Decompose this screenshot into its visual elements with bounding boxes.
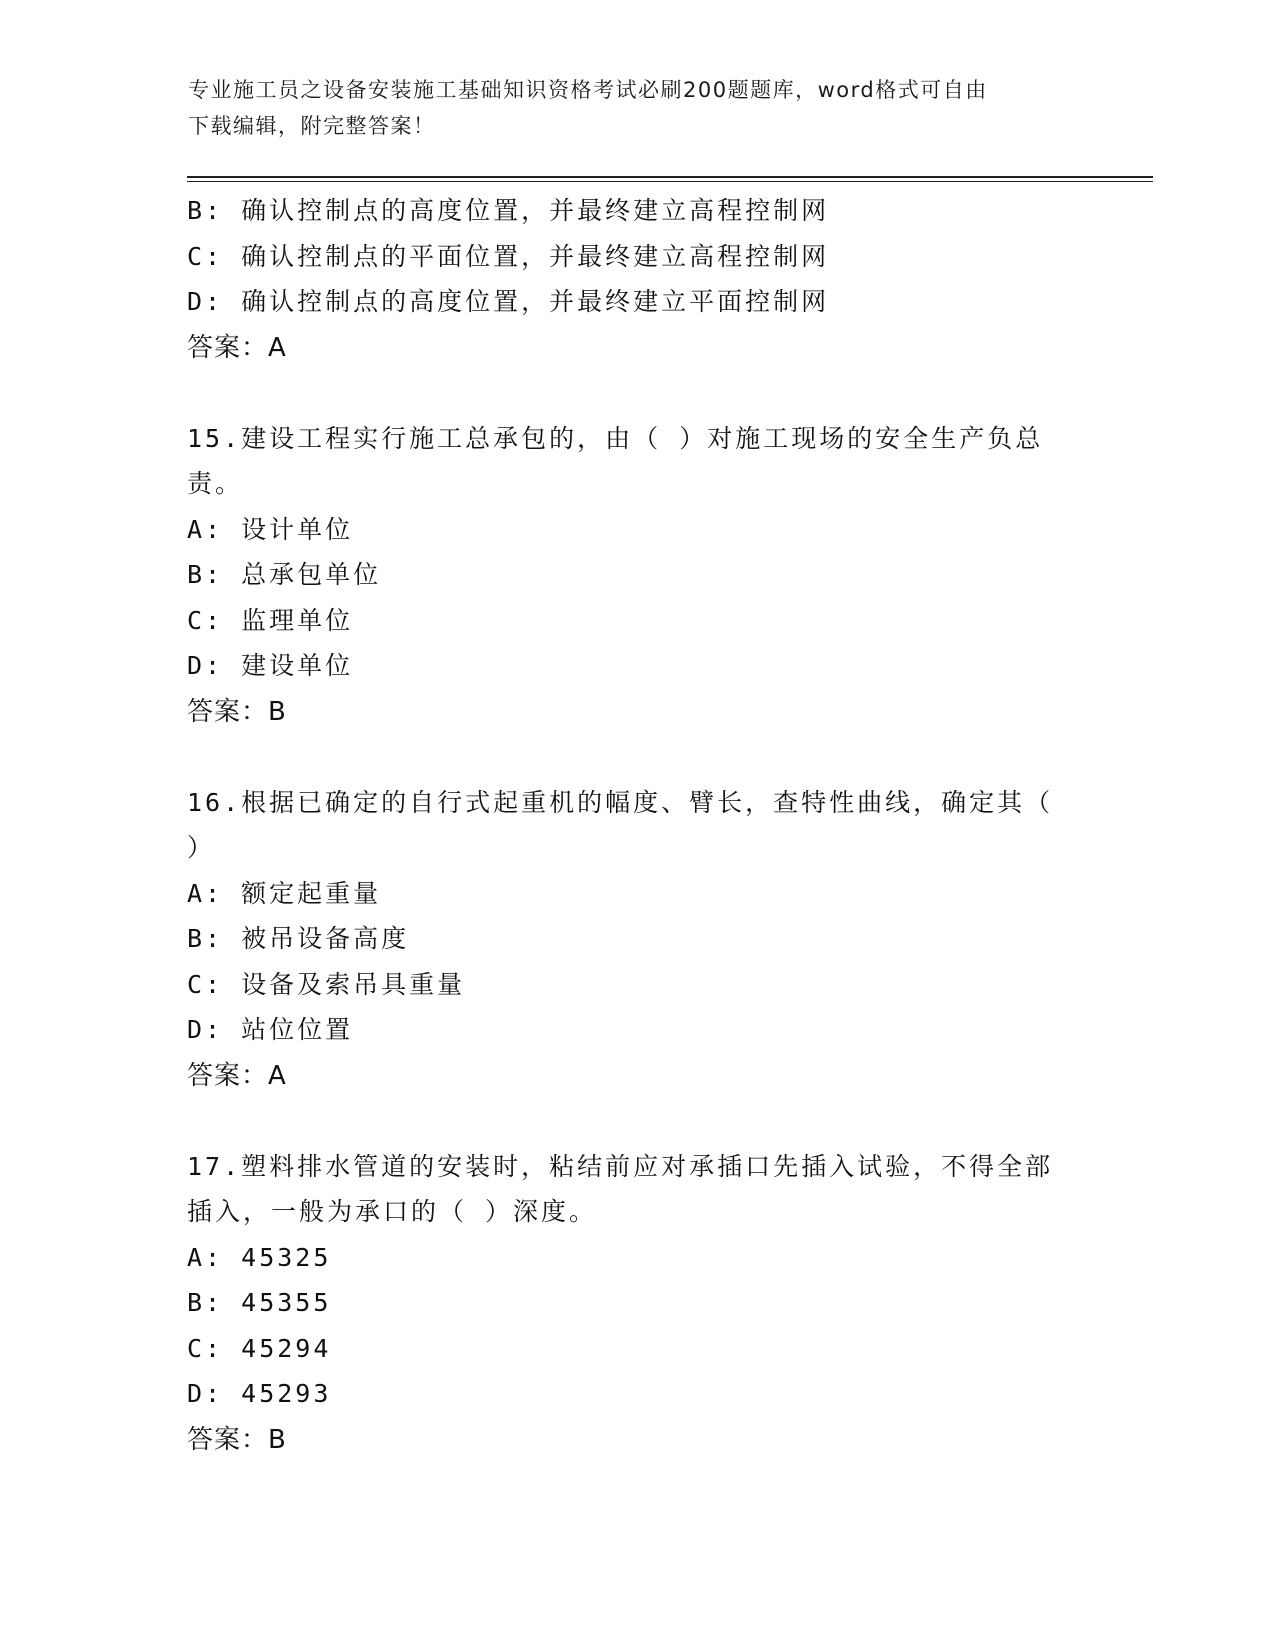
answer: 答案：B xyxy=(187,1424,287,1455)
option-d: D: 建设单位 xyxy=(187,651,354,680)
question-15 xyxy=(187,416,1087,735)
spacer xyxy=(187,371,1087,416)
option-b: B: 确认控制点的高度位置，并最终建立高程控制网 xyxy=(187,196,830,225)
question-stem-line: 15.建设工程实行施工总承包的，由（ ）对施工现场的安全生产负总 xyxy=(187,423,1044,453)
answer: 答案：A xyxy=(187,1060,287,1091)
option-b: B: 总承包单位 xyxy=(187,560,382,589)
option-c: C: 45294 xyxy=(187,1333,332,1363)
option-a: A: 设计单位 xyxy=(187,514,354,544)
document-body xyxy=(187,188,1087,1463)
option-b: B: 45355 xyxy=(187,1288,332,1317)
option-a: A: 额定起重量 xyxy=(187,878,382,908)
option-d: D: 45293 xyxy=(187,1379,332,1408)
option-a: A: 45325 xyxy=(187,1242,332,1272)
question-stem-line: 17.塑料排水管道的安装时，粘结前应对承插口先插入试验，不得全部 xyxy=(187,1151,1054,1181)
question-stem-line: 责。 xyxy=(187,469,244,498)
question-16 xyxy=(187,780,1087,1099)
header-line-2: 下载编辑，附完整答案！ xyxy=(188,114,436,138)
option-b: B: 被吊设备高度 xyxy=(187,924,410,953)
answer: 答案：A xyxy=(187,332,287,363)
question-stem-line: ） xyxy=(187,833,216,862)
option-c: C: 设备及索吊具重量 xyxy=(187,969,466,999)
option-c: C: 确认控制点的平面位置，并最终建立高程控制网 xyxy=(187,241,830,271)
answer: 答案：B xyxy=(187,696,287,727)
header-divider-thick xyxy=(187,176,1153,178)
option-d: D: 确认控制点的高度位置，并最终建立平面控制网 xyxy=(187,287,830,316)
question-14-continued xyxy=(187,188,1087,371)
spacer xyxy=(187,735,1087,780)
header-line-1: 专业施工员之设备安装施工基础知识资格考试必刷200题题库，word格式可自由 xyxy=(188,78,988,102)
header-divider-thin xyxy=(187,181,1153,182)
question-17 xyxy=(187,1144,1087,1463)
option-c: C: 监理单位 xyxy=(187,605,354,635)
question-stem-line: 插入，一般为承口的（ ）深度。 xyxy=(187,1197,598,1226)
question-stem-line: 16.根据已确定的自行式起重机的幅度、臂长，查特性曲线，确定其（ xyxy=(187,787,1054,817)
document-header xyxy=(188,72,1068,144)
spacer xyxy=(187,1099,1087,1144)
option-d: D: 站位位置 xyxy=(187,1015,354,1044)
